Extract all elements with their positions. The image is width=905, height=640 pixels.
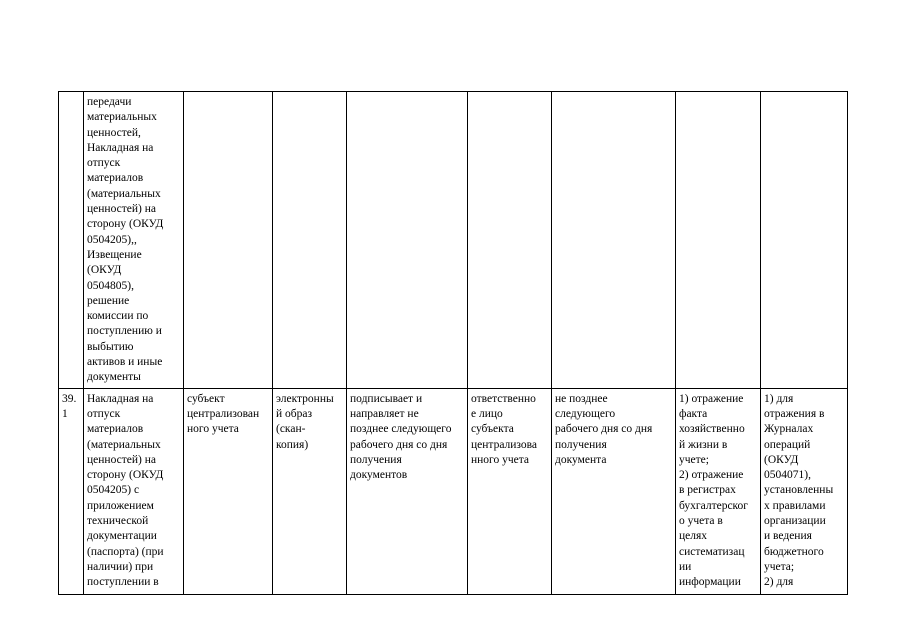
cell-responsible: ответственно е лицо субъекта централизова нного учета — [468, 388, 552, 594]
cell-document: передачи материальных ценностей, Накладная на отпуск материалов (материальных ценностей) на сторону (ОКУД 0504205),, Извещение (ОКУД 0504805), решение комиссии по поступлению и выбытию активов и иные документы — [84, 92, 184, 389]
cell-document: Накладная на отпуск материалов (материальных ценностей) на сторону (ОКУД 0504205) с приложением технической документации (паспорта) (при наличии) при поступлении в — [84, 388, 184, 594]
cell-responsible — [468, 92, 552, 389]
table-row — [59, 388, 848, 594]
cell-format — [273, 92, 347, 389]
cell-deadline: не позднее следующего рабочего дня со дня получения документа — [552, 388, 676, 594]
cell-usage — [761, 92, 848, 389]
cell-action — [347, 92, 468, 389]
cell-format: электронны й образ (скан- копия) — [273, 388, 347, 594]
cell-purpose — [676, 92, 761, 389]
cell-number — [59, 92, 84, 389]
cell-action: подписывает и направляет не позднее следующего рабочего дня со дня получения документов — [347, 388, 468, 594]
cell-usage: 1) для отражения в Журналах операций (ОКУД 0504071), установленны х правилами организации и ведения бюджетного учета; 2) для — [761, 388, 848, 594]
cell-deadline — [552, 92, 676, 389]
cell-purpose: 1) отражение факта хозяйственно й жизни в учете; 2) отражение в регистрах бухгалтерског о учета в целях систематизац ии информации — [676, 388, 761, 594]
cell-creator: субъект централизован ного учета — [184, 388, 273, 594]
cell-creator — [184, 92, 273, 389]
table-row — [59, 92, 848, 389]
document-table — [58, 91, 848, 595]
cell-number: 39. 1 — [59, 388, 84, 594]
